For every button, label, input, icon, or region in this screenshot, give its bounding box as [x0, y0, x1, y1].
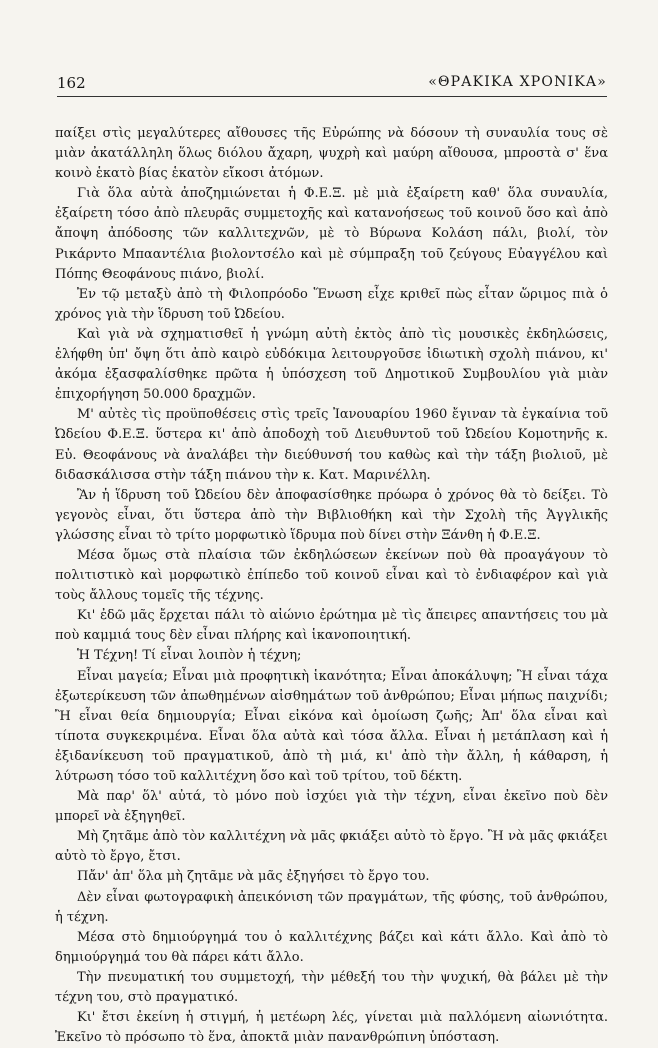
paragraph: Κι' ἔτσι ἐκείνη ἡ στιγμή, ἡ μετέωρη λές, γίνεται μιὰ παλλόμενη αἰωνιότητα. Ἐκεῖνο τὸ πρόσωπο τὸ ἕνα, ἀποκτᾶ μιὰν πανανθρώπινη ὑπόσταση. [55, 1010, 608, 1046]
page-header [57, 74, 607, 94]
paragraph: Ἂν ἡ ἵδρυση τοῦ Ὠδείου δὲν ἀποφασίσθηκε πρόωρα ὁ χρόνος θὰ τὸ δείξει. Τὸ γεγονὸς εἶναι, ὅτι ὕστερα ἀπὸ τὴν Βιβλιοθήκη καὶ τὴν Σχολὴ τῆς Ἀγγλικῆς γλώσσης εἶναι τὸ τρίτο μορφωτικὸ ἵδρυμα ποὺ δίνει στὴν Ξάνθη ἡ Φ.Ε.Ξ. [55, 487, 608, 543]
paragraph: Δὲν εἶναι φωτογραφικὴ ἀπεικόνιση τῶν πραγμάτων, τῆς φύσης, τοῦ ἀνθρώπου, ἡ τέχνη. [55, 889, 608, 925]
paragraph: Εἶναι μαγεία; Εἶναι μιὰ προφητικὴ ἱκανότητα; Εἶναι ἀποκάλυψη; Ἢ εἶναι τάχα ἐξωτερίκευση τῶν ἀπωθημένων αἰσθημάτων τοῦ ἀνθρώπου; Εἶναι μήπως παιχνίδι; Ἢ εἶναι θεία δημιουργία; Εἶναι εἰκόνα καὶ ὁμοίωση ζωῆς; Ἀπ' ὅλα εἶναι καὶ τίποτα συγκεκριμένα. Εἶναι ὅλα αὐτὰ καὶ τόσα ἄλλα. Εἶναι ἡ μετάπλαση καὶ ἡ ἐξιδανίκευση τοῦ πραγματικοῦ, ἀπὸ τὴ μιά, κι' ἀπὸ τὴν ἄλλη, ἡ κάθαρση, ἡ λύτρωση τόσο τοῦ καλλιτέχνη ὅσο καὶ τοῦ τρίτου, τοῦ δέκτη. [55, 668, 608, 784]
paragraph: παίξει στὶς μεγαλύτερες αἴθουσες τῆς Εὐρώπης νὰ δόσουν τὴ συναυλία τους σὲ μιὰν ἀκατάλληλη ὅλως διόλου ἄχαρη, ψυχρὴ καὶ μαύρη αἴθουσα, μπροστὰ σ' ἕνα κοινὸ ἑκατὸ βίας ἑκατὸν εἴκοσι ἀτόμων. [55, 126, 608, 182]
paragraph: Καὶ γιὰ νὰ σχηματισθεῖ ἡ γνώμη αὐτὴ ἐκτὸς ἀπὸ τὶς μουσικὲς ἐκδηλώσεις, ἐλήφθη ὑπ' ὄψη ὅτι ἀπὸ καιρὸ εὐδόκιμα λειτουργοῦσε ἰδιωτικὴ σχολὴ πιάνου, κι' ἀκόμα ἐξασφαλίσθηκε πρῶτα ἡ ὑπόσχεση τοῦ Δημοτικοῦ Συμβουλίου γιὰ μιὰν ἐπιχορήγηση 50.000 δραχμῶν. [55, 326, 608, 403]
paragraph: Ἡ Τέχνη! Τί εἶναι λοιπὸν ἡ τέχνη; [77, 648, 302, 664]
paragraph: Πἄν' ἀπ' ὅλα μὴ ζητᾶμε νὰ μᾶς ἐξηγήσει τὸ ἔργο του. [77, 869, 430, 885]
paragraph: Γιὰ ὅλα αὐτὰ ἀποζημιώνεται ἡ Φ.Ε.Ξ. μὲ μιὰ ἐξαίρετη καθ' ὅλα συναυλία, ἐξαίρετη τόσο ἀπὸ πλευρᾶς συμμετοχῆς καὶ κατανοήσεως τοῦ κοινοῦ ὅσο καὶ ἀπὸ ἄποψη ἀπόδοσης τῶν καλλιτεχνῶν, μὲ τὸ Βύρωνα Κολάση πάλι, βιολί, τὸν Ρικάρντο Μπααντέλια βιολοντσέλο καὶ μὲ σύμπραξη τοῦ ζεύγους Εὐαγγέλου καὶ Πόπης Θεοφάνους πιάνο, βιολί. [55, 186, 608, 282]
paragraph: Μὴ ζητᾶμε ἀπὸ τὸν καλλιτέχνη νὰ μᾶς φκιάξει αὐτὸ τὸ ἔργο. Ἢ νὰ μᾶς φκιάξει αὐτὸ τὸ ἔργο, ἔτσι. [55, 829, 608, 865]
running-title: «ΘΡΑΚΙΚΑ ΧΡΟΝΙΚΑ» [428, 74, 607, 90]
paragraph: Μὰ παρ' ὅλ' αὐτά, τὸ μόνο ποὺ ἰσχύει γιὰ τὴν τέχνη, εἶναι ἐκεῖνο ποὺ δὲν μπορεῖ νὰ ἐξηγηθεῖ. [55, 789, 608, 825]
page-number: 162 [57, 74, 86, 92]
paragraph: Μέσα στὸ δημιούργημά του ὁ καλλιτέχνης βάζει καὶ κάτι ἄλλο. Καὶ ἀπὸ τὸ δημιούργημά του θὰ πάρει κάτι ἄλλο. [55, 929, 608, 965]
paragraph: Κι' ἐδῶ μᾶς ἔρχεται πάλι τὸ αἰώνιο ἐρώτημα μὲ τὶς ἄπειρες απαντήσεις του μὰ ποὺ καμμιά τους δὲν εἶναι πλήρης καὶ ἱκανοποιητική. [55, 608, 608, 644]
article-body [55, 124, 608, 1048]
header-rule [57, 96, 607, 97]
paragraph: Ἐν τῷ μεταξὺ ἀπὸ τὴ Φιλοπρόοδο Ἕνωση εἶχε κριθεῖ πὼς εἶταν ὥριμος πιὰ ὁ χρόνος γιὰ τὴν ἵδρυση τοῦ Ὠδείου. [55, 286, 608, 322]
paragraph: Τὴν πνευματική του συμμετοχή, τὴν μέθεξή του τὴν ψυχική, θὰ βάλει μὲ τὴν τέχνη του, στὸ πραγματικό. [55, 969, 608, 1006]
paragraph: Μέσα ὅμως στὰ πλαίσια τῶν ἐκδηλώσεων ἐκείνων ποὺ θὰ προαγάγουν τὸ πολιτιστικὸ καὶ μορφωτικὸ ἐπίπεδο τοῦ κοινοῦ εἶναι καὶ τὸ ἐνδιαφέρον καὶ γιὰ τοὺς ἄλλους τομεῖς τῆς τέχνης. [55, 547, 608, 604]
paragraph: Μ' αὐτὲς τὶς προϋποθέσεις στὶς τρεῖς Ἰανουαρίου 1960 ἔγιναν τὰ ἐγκαίνια τοῦ Ὠδείου Φ.Ε.Ξ. ὕστερα κι' ἀπὸ ἀποδοχὴ τοῦ Διευθυντοῦ τοῦ Ὠδείου Κομοτηνῆς κ. Εὐ. Θεοφάνους νὰ ἀναλάβει τὴν διεύθυνσή του καθὼς καὶ τὴν τάξη βιολιοῦ, μὲ διδασκάλισσα στὴν τάξη πιάνου τὴν κ. Κατ. Μαρινέλλη. [55, 407, 608, 483]
